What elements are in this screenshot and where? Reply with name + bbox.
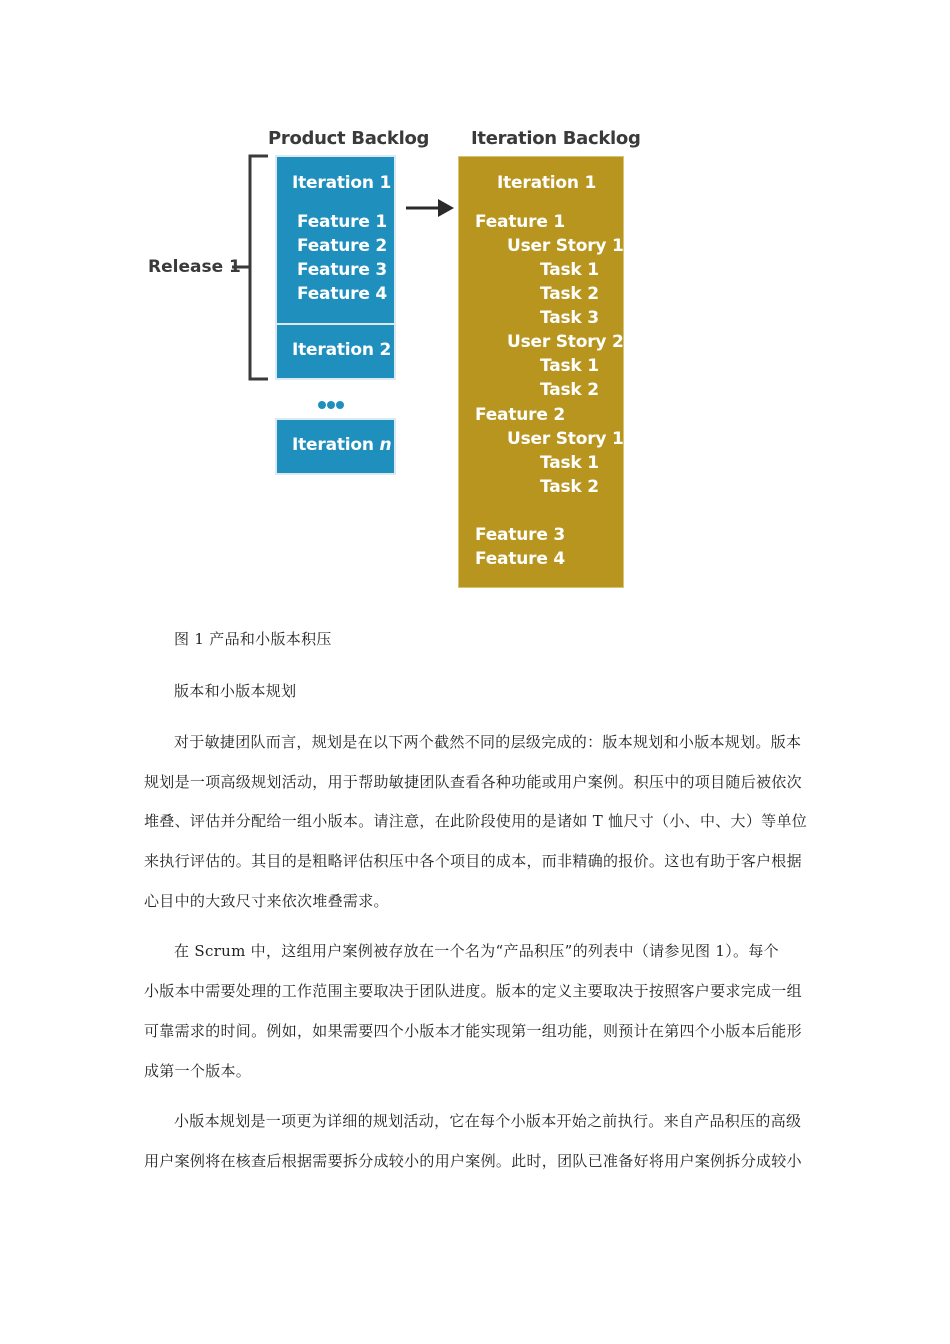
arrow-right-icon (404, 196, 456, 220)
product-feature-1: Feature 1 (297, 212, 388, 232)
paragraph-2-line-2: 小版本中需要处理的工作范围主要取决于团队进度。版本的定义主要取决于按照客户要求完成一组 (144, 982, 802, 1000)
release-label: Release 1 (148, 257, 241, 277)
ib-iteration-1: Iteration 1 (497, 173, 597, 193)
ib-user-story-1: User Story 1 (507, 236, 624, 256)
ib-user-story-2: User Story 2 (507, 332, 624, 352)
ib-us2-task-2: Task 2 (540, 380, 599, 400)
figure-caption: 图 1 产品和小版本积压 (174, 630, 332, 648)
paragraph-1-line-4: 来执行评估的。其目的是粗略评估积压中各个项目的成本，而非精确的报价。这也有助于客户根据 (144, 852, 802, 870)
paragraph-2-line-1: 在 Scrum 中，这组用户案例被存放在一个名为“产品积压”的列表中（请参见图 1）。每个 (174, 942, 779, 960)
ib-task-1: Task 1 (540, 260, 599, 280)
ib-feature-3: Feature 3 (475, 525, 566, 545)
paragraph-3-line-1: 小版本规划是一项更为详细的规划活动，它在每个小版本开始之前执行。来自产品积压的高级 (174, 1112, 802, 1130)
paragraph-3-line-2: 用户案例将在核查后根据需要拆分成较小的用户案例。此时，团队已准备好将用户案例拆分成较小 (144, 1152, 802, 1170)
ib-feature-4: Feature 4 (475, 549, 566, 569)
ib-f2-task-2: Task 2 (540, 477, 599, 497)
paragraph-1-line-5: 心目中的大致尺寸来依次堆叠需求。 (144, 892, 389, 910)
paragraph-2-line-4: 成第一个版本。 (144, 1062, 252, 1080)
product-feature-3: Feature 3 (297, 260, 388, 280)
product-iteration-n-label: Iteration n (292, 435, 392, 455)
ib-f2-task-1: Task 1 (540, 453, 599, 473)
ellipsis-dots (318, 394, 345, 413)
ib-feature-2: Feature 2 (475, 405, 566, 425)
paragraph-1-line-1: 对于敏捷团队而言，规划是在以下两个截然不同的层级完成的：版本规划和小版本规划。版本 (174, 733, 802, 751)
product-iteration-2-label: Iteration 2 (292, 340, 392, 360)
product-iteration-1-label: Iteration 1 (292, 173, 392, 193)
paragraph-2-line-3: 可靠需求的时间。例如，如果需要四个小版本才能实现第一组功能，则预计在第四个小版本后能形 (144, 1022, 802, 1040)
product-feature-4: Feature 4 (297, 284, 388, 304)
ib-us2-task-1: Task 1 (540, 356, 599, 376)
ib-feature-1: Feature 1 (475, 212, 566, 232)
ib-task-3: Task 3 (540, 308, 599, 328)
ib-f2-user-story-1: User Story 1 (507, 429, 624, 449)
product-feature-2: Feature 2 (297, 236, 388, 256)
section-heading: 版本和小版本规划 (174, 682, 297, 700)
product-backlog-title: Product Backlog (268, 128, 430, 149)
paragraph-1-line-2: 规划是一项高级规划活动，用于帮助敏捷团队查看各种功能或用户案例。积压中的项目随后被依次 (144, 773, 802, 791)
iteration-backlog-title: Iteration Backlog (471, 128, 641, 149)
paragraph-1-line-3: 堆叠、评估并分配给一组小版本。请注意，在此阶段使用的是诸如 T 恤尺寸（小、中、大）等单位 (144, 812, 808, 830)
ib-task-2: Task 2 (540, 284, 599, 304)
backlog-figure (0, 0, 950, 600)
